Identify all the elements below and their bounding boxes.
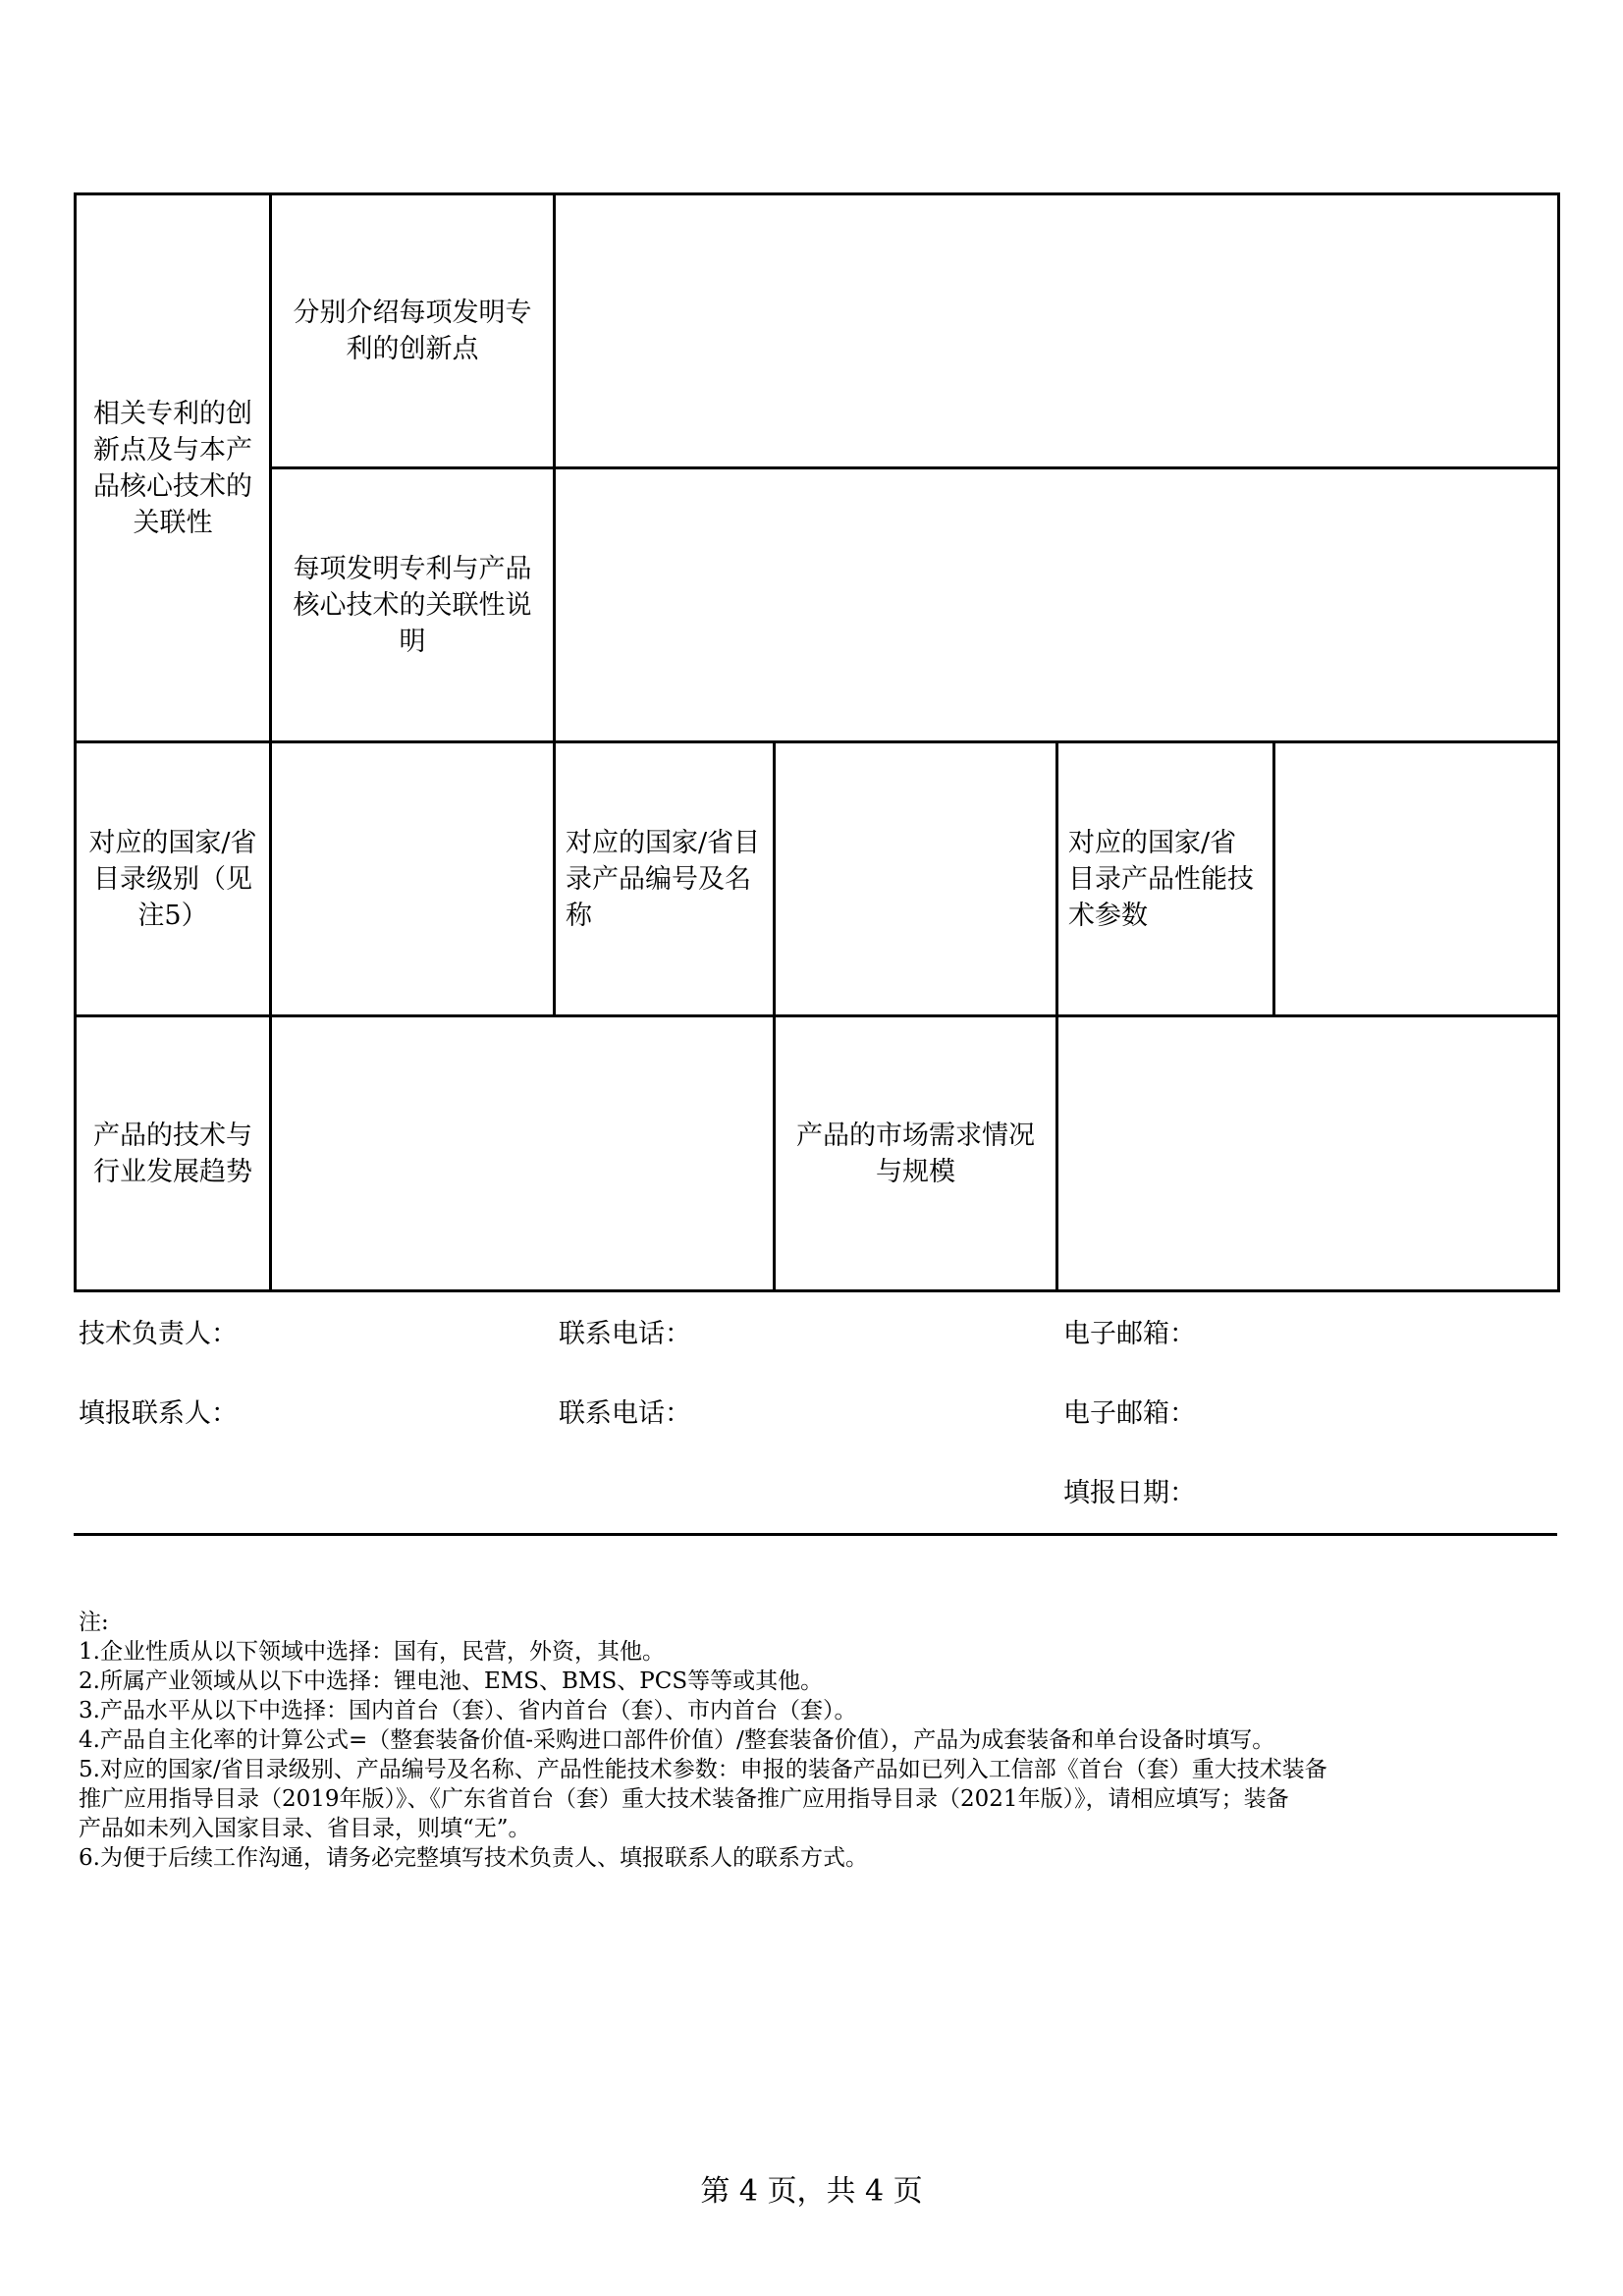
note-item: 3.产品水平从以下中选择：国内首台（套）、省内首台（套）、市内首台（套）。 — [79, 1698, 857, 1723]
catalog-level-input[interactable] — [271, 742, 555, 1016]
tech-lead-email-label: 电子邮箱： — [1063, 1319, 1196, 1349]
notes-heading: 注: — [79, 1610, 109, 1635]
tech-lead-label: 技术负责人： — [79, 1319, 238, 1349]
relevance-input[interactable] — [555, 468, 1559, 742]
filler-phone-label: 联系电话： — [559, 1398, 691, 1429]
tech-lead-phone-label: 联系电话： — [559, 1319, 691, 1349]
market-input[interactable] — [1057, 1016, 1559, 1291]
page-number: 第 4 页，共 4 页 — [700, 2174, 923, 2209]
filler-email-label: 电子邮箱： — [1063, 1398, 1196, 1429]
catalog-product-label: 对应的国家/省目录产品编号及名称 — [555, 742, 775, 1016]
note-item: 产品如未列入国家目录、省目录，则填“无”。 — [79, 1816, 531, 1841]
note-item: 6.为便于后续工作沟通，请务必完整填写技术负责人、填报联系人的联系方式。 — [79, 1845, 868, 1871]
catalog-product-input[interactable] — [775, 742, 1057, 1016]
trend-label: 产品的技术与行业发展趋势 — [76, 1016, 271, 1291]
fill-date-label: 填报日期： — [1063, 1478, 1196, 1508]
note-item: 1.企业性质从以下领域中选择：国有，民营，外资，其他。 — [79, 1639, 665, 1665]
divider-line — [74, 1533, 1557, 1536]
innovation-label: 分别介绍每项发明专利的创新点 — [271, 194, 555, 468]
catalog-level-label: 对应的国家/省目录级别（见注5） — [76, 742, 271, 1016]
catalog-params-input[interactable] — [1274, 742, 1559, 1016]
note-item: 4.产品自主化率的计算公式=（整套装备价值-采购进口部件价值）/整套装备价值），产品为成套装备和单台设备时填写。 — [79, 1727, 1275, 1753]
filler-label: 填报联系人： — [79, 1398, 238, 1429]
catalog-params-label: 对应的国家/省目录产品性能技术参数 — [1057, 742, 1274, 1016]
market-label: 产品的市场需求情况与规模 — [775, 1016, 1057, 1291]
relevance-label: 每项发明专利与产品核心技术的关联性说明 — [271, 468, 555, 742]
trend-input[interactable] — [271, 1016, 775, 1291]
note-item: 推广应用指导目录（2019年版）》、《广东省首台（套）重大技术装备推广应用指导目录（2021年版）》，请相应填写；装备 — [79, 1786, 1289, 1812]
patent-section-label: 相关专利的创新点及与本产品核心技术的关联性 — [76, 194, 271, 742]
innovation-input[interactable] — [555, 194, 1559, 468]
notes-section — [79, 1608, 1556, 1873]
note-item: 2.所属产业领域从以下中选择：锂电池、EMS、BMS、PCS等等或其他。 — [79, 1668, 824, 1694]
note-item: 5.对应的国家/省目录级别、产品编号及名称、产品性能技术参数：申报的装备产品如已列入工信部《首台（套）重大技术装备 — [79, 1757, 1327, 1782]
application-form-table — [74, 192, 1560, 1292]
